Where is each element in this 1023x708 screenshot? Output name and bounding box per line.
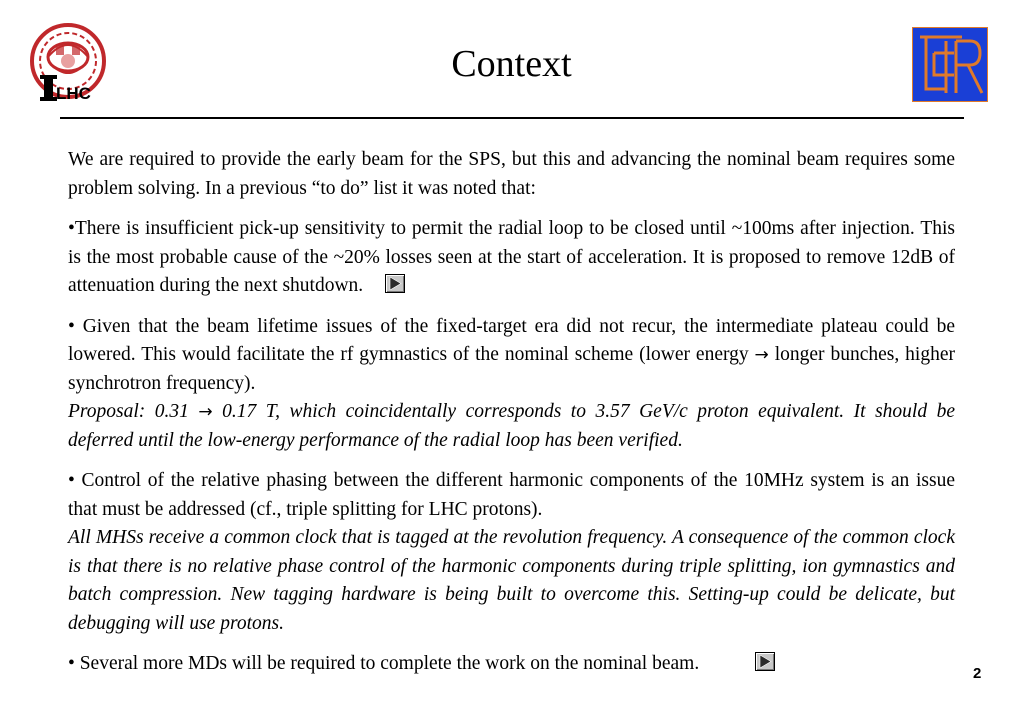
intro-paragraph	[68, 146, 955, 203]
proposal-text-a: Proposal: 0.31	[68, 401, 199, 422]
slide-title: Context	[451, 43, 572, 85]
proposal-text-b: 0.17 T, which coincidentally corresponds to 3.57 GeV/c proton equivalent. It should be deferred until the low-energy performance of the radial loop has been verified.	[68, 401, 955, 451]
arrow-glyph: →	[198, 402, 213, 422]
bullet-more-mds	[68, 650, 955, 679]
bullet1-text: •There is insufficient pick-up sensitivity to permit the radial loop to be closed until ~100ms after injection. This is the most probable cause of the ~20% losses seen at the start of acceleration. It is proposed to remove 12dB of attenuation during the next shutdown.	[68, 218, 955, 296]
svg-text:LHC: LHC	[56, 84, 91, 103]
play-triangle-icon	[389, 277, 402, 290]
bullet2-text-b: longer bunches, higher synchrotron frequency).	[68, 344, 955, 394]
leir-logo	[912, 27, 988, 102]
bullet2-text-a: • Given that the beam lifetime issues of the fixed-target era did not recur, the intermediate plateau could be lowered. This would facilitate the rf gymnastics of the nominal scheme (lower energy	[68, 315, 955, 365]
bullet2-proposal	[68, 398, 955, 455]
bullet3-detail	[68, 524, 955, 638]
intro-text: We are required to provide the early beam for the SPS, but this and advancing the nominal beam requires some problem solving. In a previous “to do” list it was noted that:	[68, 149, 955, 199]
title-divider	[60, 117, 964, 119]
bullet4-text: • Several more MDs will be required to complete the work on the nominal beam.	[68, 653, 700, 674]
play-button[interactable]	[755, 652, 775, 671]
play-button[interactable]	[385, 274, 405, 293]
bullet3-italic-text: All MHSs receive a common clock that is tagged at the revolution frequency. A consequence of the common clock is that there is no relative phase control of the harmonic components during triple splitting, ion gymnastics and batch compression. New tagging hardware is being built to overcome this. Setting-up could be delicate, but debugging will use protons.	[68, 527, 955, 634]
page-number: 2	[973, 665, 982, 682]
play-triangle-icon	[759, 655, 772, 668]
bullet-pickup-sensitivity	[68, 215, 955, 301]
bullet-relative-phasing	[68, 467, 955, 524]
bullet3-text: • Control of the relative phasing between the different harmonic components of the 10MHz system is an issue that must be addressed (cf., triple splitting for LHC protons).	[68, 470, 955, 520]
bullet-intermediate-plateau	[68, 313, 955, 399]
arrow-glyph: →	[754, 345, 769, 365]
slide-body	[68, 146, 955, 691]
